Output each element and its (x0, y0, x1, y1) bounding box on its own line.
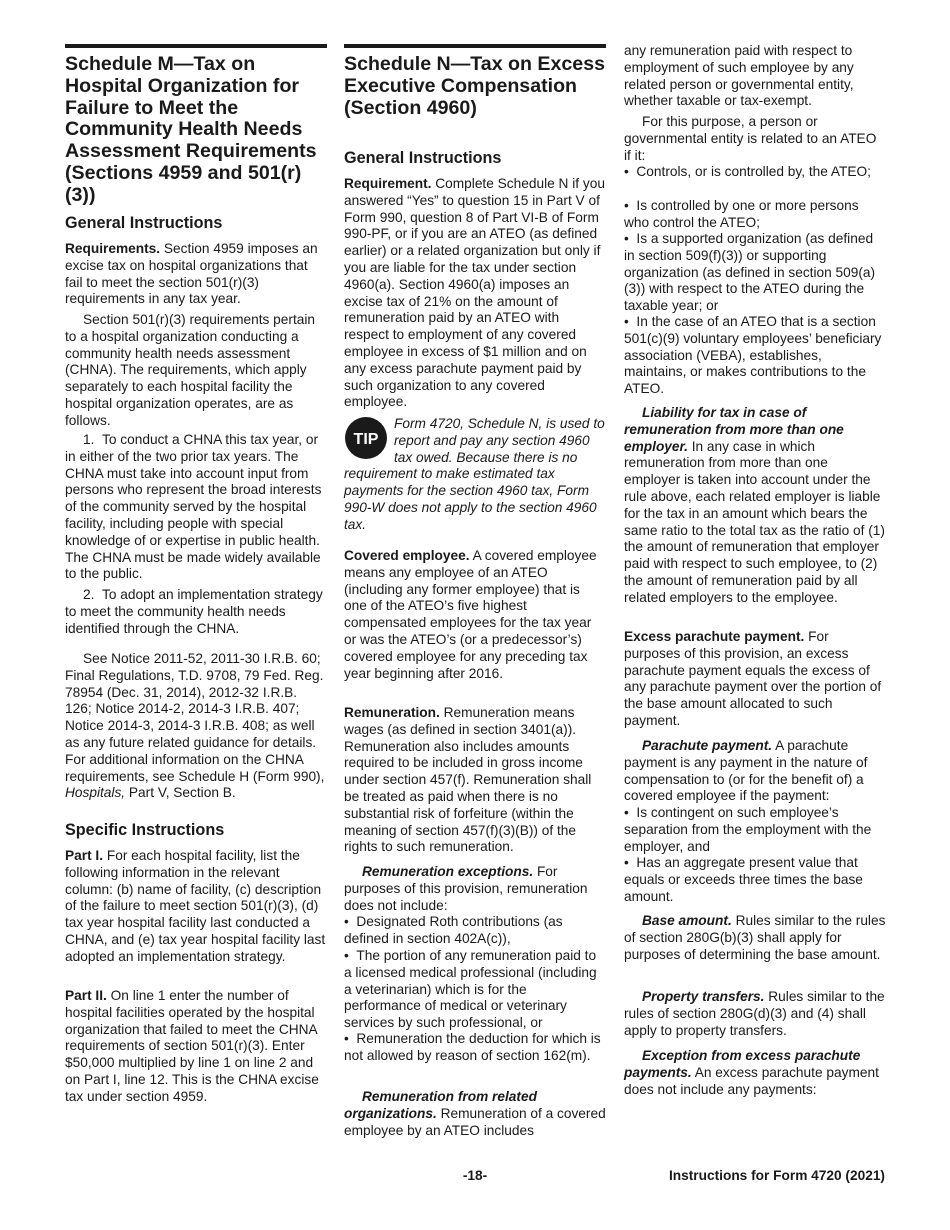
exception-bullet-3: • Remuneration the deduction for which is not allowed by reason of section 162(m). (344, 1031, 606, 1065)
column-2-top-rule (344, 44, 606, 48)
tip-box (344, 416, 606, 534)
covered-employee-paragraph: Covered employee. A covered employee means any employee of an ATEO (including any former employee) that is one of the ATEO’s five highest compensated employees for the tax year or was the ATEO’s (or a predecessor’s) covered employee for any preceding tax year beginning after 2016. (344, 548, 597, 681)
part-1-paragraph: Part I. For each hospital facility, list the following information in the relevant column: (b) name of facility, (c) description of the failure to meet section 501(r)(3), (d) tax year hospital facility last conducted a CHNA, and (e) tax year hospital facility last adopted an implementation strategy. (65, 848, 326, 964)
remuneration-exceptions-paragraph: Remuneration exceptions. For purposes of this provision, remuneration does not include: (344, 864, 588, 913)
base-amount-paragraph: Base amount. Rules similar to the rules of section 280G(b)(3) shall apply for purposes of determining the base amount. (624, 913, 886, 962)
tip-icon (344, 416, 388, 460)
schedule-n-title: Schedule N—Tax on Excess Executive Compensation (Section 4960) (344, 53, 605, 119)
parachute-payment-paragraph: Parachute payment. A parachute payment is any payment in the nature of compensation to (or for the benefit of) a covered employee if the payment: (624, 738, 868, 804)
general-instructions-heading-2: General Instructions (344, 149, 502, 167)
remuneration-paragraph: Remuneration. Remuneration means wages (as defined in section 3401(a)). Remuneration also includes amounts required to be included in gross income under section 457(f). Remuneration shall be treated as paid when there is no substantial risk of forfeiture (within the meaning of section 457(f)(3)(B)) of the rights to such remuneration. (344, 705, 592, 855)
requirement-paragraph: Requirement. Complete Schedule N if you answered “Yes” to question 15 in Part V of Form 990, question 8 of Part VI-B of Form 990-PF, or if you are an ATEO (as defined earlier) or a related organization but only if you are liable for the tax under section 4960(a). Section 4960(a) imposes an excise tax of 21% on the amount of remuneration paid by an ATEO with respect to employment of any covered employee in excess of $1 million and on any excess parachute payment paid by such organization to any covered employee. (344, 176, 605, 410)
excess-parachute-paragraph: Excess parachute payment. For purposes of this provision, an excess parachute payment equals the excess of any parachute payment over the portion of the base amount allocated to such payment. (624, 629, 882, 728)
footer-form-title: Instructions for Form 4720 (2021) (668, 1168, 885, 1183)
tip-text: Form 4720, Schedule N, is used to report and pay any section 4960 tax owed. Because there is no requirement to make estimated tax payments for the section 4960 tax, Form 990-W does not apply to the section 4960 tax. (344, 416, 605, 532)
tip-label: TIP (353, 431, 379, 448)
section-501r3-paragraph: Section 501(r)(3) requirements pertain to a hospital organization conducting a community health needs assessment (CHNA). The requirements, which apply separately to each hospital facility the hospital organization operates, are as follows. (65, 312, 316, 428)
part-2-paragraph: Part II. On line 1 enter the number of hospital facilities operated by the hospital organization that failed to meet the CHNA requirements of section 501(r)(3). Enter $50,000 multiplied by line 1 on line 2 and on Part I, line 12. This is the CHNA excise tax under section 4959. (65, 988, 319, 1104)
remuneration-related-paragraph: Remuneration from related organizations. Remuneration of a covered employee by an ATEO includes (344, 1089, 606, 1138)
specific-instructions-heading: Specific Instructions (65, 821, 225, 839)
schedule-m-title: Schedule M—Tax on Hospital Organization for Failure to Meet the Community Health Needs Assessment Requirements (Sections 4959 and 501(r)(3)) (65, 53, 317, 206)
related-bullet-1: • Controls, or is controlled by, the ATEO; (624, 164, 886, 181)
related-bullet-2: • Is controlled by one or more persons who control the ATEO; (624, 198, 886, 232)
exception-bullet-1: • Designated Roth contributions (as defined in section 402A(c)), (344, 914, 606, 948)
notice-references-paragraph: See Notice 2011-52, 2011-30 I.R.B. 60; Final Regulations, T.D. 9708, 79 Fed. Reg. 78954 (Dec. 31, 2014), 2012-32 I.R.B. 126; Notice 2014-2, 2014-3 I.R.B. 407; Notice 2014-3, 2014-3 I.R.B. 408; as well as any future related guidance for details. For additional information on the CHNA requirements, see Schedule H (Form 990), Hospitals, Part V, Section B. (65, 651, 325, 801)
related-bullet-4: • In the case of an ATEO that is a section 501(c)(9) voluntary employees’ beneficiary association (VEBA), establishes, maintains, or makes contributions to the ATEO. (624, 314, 886, 398)
general-instructions-heading: General Instructions (65, 214, 223, 232)
exception-bullet-2: • The portion of any remuneration paid to a licensed medical professional (including a veterinarian) which is for the performance of medical or veterinary services by such professional, or (344, 948, 606, 1032)
chna-requirement-1: 1. To conduct a CHNA this tax year, or in either of the two prior tax years. The CHNA must take into account input from persons who represent the broad interests of the community served by the hospital facility, including people with special knowledge of or expertise in public health. The CHNA must be made widely available to the public. (65, 432, 322, 582)
page-number: -18- (462, 1168, 488, 1183)
column-1-top-rule (65, 44, 327, 48)
requirements-paragraph: Requirements. Section 4959 imposes an excise tax on hospital organizations that fail to meet the section 501(r)(3) requirements in any tax year. (65, 241, 318, 307)
liability-paragraph: Liability for tax in case of remuneration from more than one employer. In any case in which remuneration from more than one employer is taken into account under the rule above, each related employer is liable for the tax in an amount which bears the same ratio to the total tax as the ratio of (1) the amount of remuneration that employer paid with respect to such employee, to (2) the amount of remuneration paid by all related employers to the employee. (624, 405, 885, 605)
parachute-bullet-1: • Is contingent on such employee’s separation from the employment with the employer, and (624, 805, 886, 855)
chna-requirement-2: 2. To adopt an implementation strategy to meet the community health needs identified through the CHNA. (65, 587, 323, 636)
related-bullet-3: • Is a supported organization (as defined in section 509(f)(3)) or supporting organization (as defined in section 509(a)(3)) with respect to the ATEO during the taxable year; or (624, 231, 886, 315)
parachute-bullet-2: • Has an aggregate present value that equals or exceeds three times the base amount. (624, 855, 886, 905)
property-transfers-paragraph: Property transfers. Rules similar to the rules of section 280G(d)(3) and (4) shall apply to property transfers. (624, 989, 885, 1038)
related-remuneration-continued: any remuneration paid with respect to employment of such employee by any related person or governmental entity, whether taxable or tax-exempt. (624, 43, 854, 109)
related-entity-paragraph: For this purpose, a person or governmental entity is related to an ATEO if it: (624, 114, 877, 163)
exception-excess-parachute-paragraph: Exception from excess parachute payments. An excess parachute payment does not include any payments: (624, 1048, 879, 1097)
